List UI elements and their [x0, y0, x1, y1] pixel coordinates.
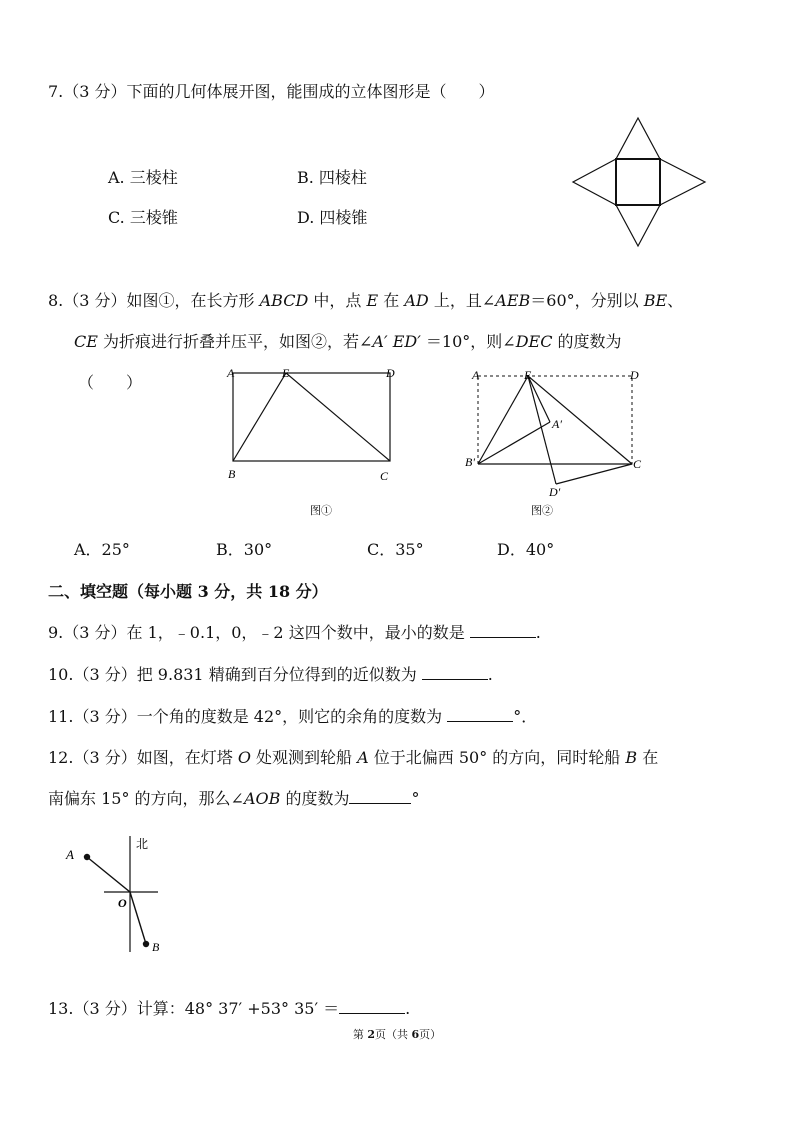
label-a: A [472, 368, 480, 382]
ray-oa [87, 857, 130, 892]
label-d-prime: D′ [549, 485, 561, 499]
segment-be [233, 373, 286, 461]
net-triangle-left [573, 159, 616, 205]
label-d: D [630, 368, 639, 382]
label-b: B [152, 940, 160, 954]
q13: 13.（3 分）计算：48° 37′ +53° 35′ ＝ . [48, 999, 411, 1018]
label-a: A [66, 847, 74, 862]
point-a [84, 854, 90, 860]
q8-figure-1 [224, 360, 404, 525]
label-d: D [386, 366, 395, 380]
label-e: E [524, 368, 532, 382]
label-c: C [380, 469, 389, 483]
q7-option-b: B. 四棱柱 [297, 168, 367, 187]
caption-fig2: 图② [531, 505, 553, 517]
net-square [616, 159, 660, 205]
q7-stem: 7.（3 分）下面的几何体展开图，能围成的立体图形是（ ） [48, 82, 495, 101]
q8-option-b: B．30° [216, 540, 273, 559]
net-triangle-bottom [616, 205, 660, 246]
q11: 11.（3 分）一个角的度数是 42°，则它的余角的度数为 °． [48, 707, 538, 726]
q12-compass-figure [60, 830, 180, 960]
segment-ba1 [478, 422, 550, 464]
caption-fig1: 图① [310, 505, 332, 517]
net-triangle-right [660, 159, 705, 205]
answer-blank[interactable] [470, 623, 536, 638]
label-a: A [227, 366, 235, 380]
north-label: 北 [136, 837, 149, 851]
q8-line2: CE 为折痕进行折叠并压平，如图②，若∠A′ ED′ ＝10°，则∠DEC 的度数为 [74, 332, 622, 351]
answer-blank[interactable] [422, 665, 488, 680]
answer-blank[interactable] [447, 707, 513, 722]
ray-ob [130, 892, 146, 944]
q7-option-d: D. 四棱锥 [297, 208, 368, 227]
q7-net-figure [568, 114, 710, 250]
q9: 9.（3 分）在 1，﹣0.1，0，﹣2 这四个数中，最小的数是 . [48, 623, 541, 642]
answer-blank[interactable] [339, 999, 405, 1014]
label-e: E [282, 366, 290, 380]
q10: 10.（3 分）把 9.831 精确到百分位得到的近似数为 . [48, 665, 493, 684]
segment-eb [478, 376, 528, 464]
q8-answer-paren: （ ） [78, 373, 143, 392]
q8-option-d: D．40° [497, 540, 555, 559]
q7-option-a: A. 三棱柱 [108, 168, 178, 187]
section-title: 二、填空题（每小题 3 分，共 18 分） [48, 582, 328, 601]
label-o: O [118, 896, 127, 910]
segment-ec [528, 376, 632, 464]
q12-line1: 12.（3 分）如图，在灯塔 O 处观测到轮船 A 位于北偏西 50° 的方向，同时轮船 B 在 [48, 748, 659, 767]
label-b: B' [465, 455, 475, 469]
q8-line1: 8.（3 分）如图①，在长方形 ABCD 中，点 E 在 AD 上，且∠AEB＝60°，分别以 BE、 [48, 291, 684, 310]
label-b: B [228, 467, 236, 481]
q8-figure-2 [466, 364, 650, 526]
rectangle-abcd [233, 373, 390, 461]
q12-line2: 南偏东 15° 的方向，那么∠AOB 的度数为 ° [48, 789, 420, 808]
label-c: C [633, 457, 642, 471]
segment-ce [286, 373, 390, 461]
segment-ea1 [528, 376, 550, 422]
q7-option-c: C. 三棱锥 [108, 208, 178, 227]
q8-option-c: C．35° [367, 540, 424, 559]
answer-blank[interactable] [349, 789, 411, 804]
segment-cd1 [556, 464, 632, 484]
net-triangle-top [616, 118, 660, 159]
point-b [143, 941, 149, 947]
q8-option-a: A．25° [74, 540, 130, 559]
page-footer: 第 2页（共 6页） [352, 1028, 442, 1041]
label-a-prime: A′ [552, 417, 562, 431]
